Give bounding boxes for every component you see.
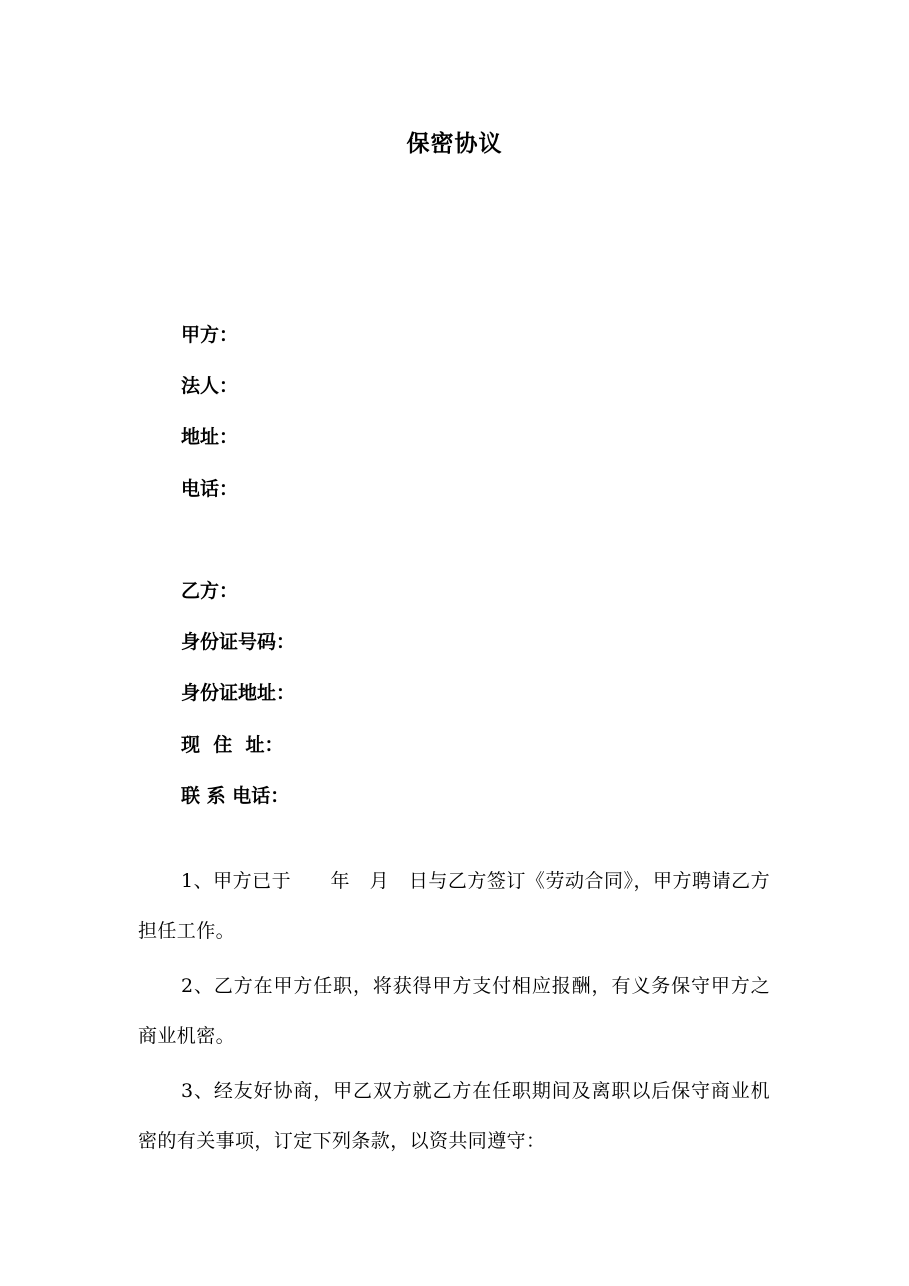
address-label: 地址： xyxy=(181,426,239,448)
id-number-label: 身份证号码： xyxy=(181,631,296,653)
phone-label: 电话： xyxy=(181,478,239,500)
id-address-label: 身份证地址： xyxy=(181,682,296,704)
clause-1: 1、甲方已于 年 月 日与乙方签订《劳动合同》，甲方聘请乙方担任工作。 xyxy=(138,870,770,942)
clause-3: 3、经友好协商，甲乙双方就乙方在任职期间及离职以后保守商业机密的有关事项，订定下列条款，以资共同遵守： xyxy=(138,1080,770,1152)
party-b-label: 乙方： xyxy=(181,580,239,602)
clause-2: 2、乙方在甲方任职，将获得甲方支付相应报酬，有义务保守甲方之商业机密。 xyxy=(138,975,770,1047)
legal-person-label: 法人： xyxy=(181,375,239,397)
current-address-label: 现 住 址： xyxy=(181,734,284,756)
contact-phone-label: 联 系 电话： xyxy=(181,785,290,807)
document-title: 保密协议 xyxy=(406,131,503,157)
party-a-label: 甲方： xyxy=(181,324,239,346)
